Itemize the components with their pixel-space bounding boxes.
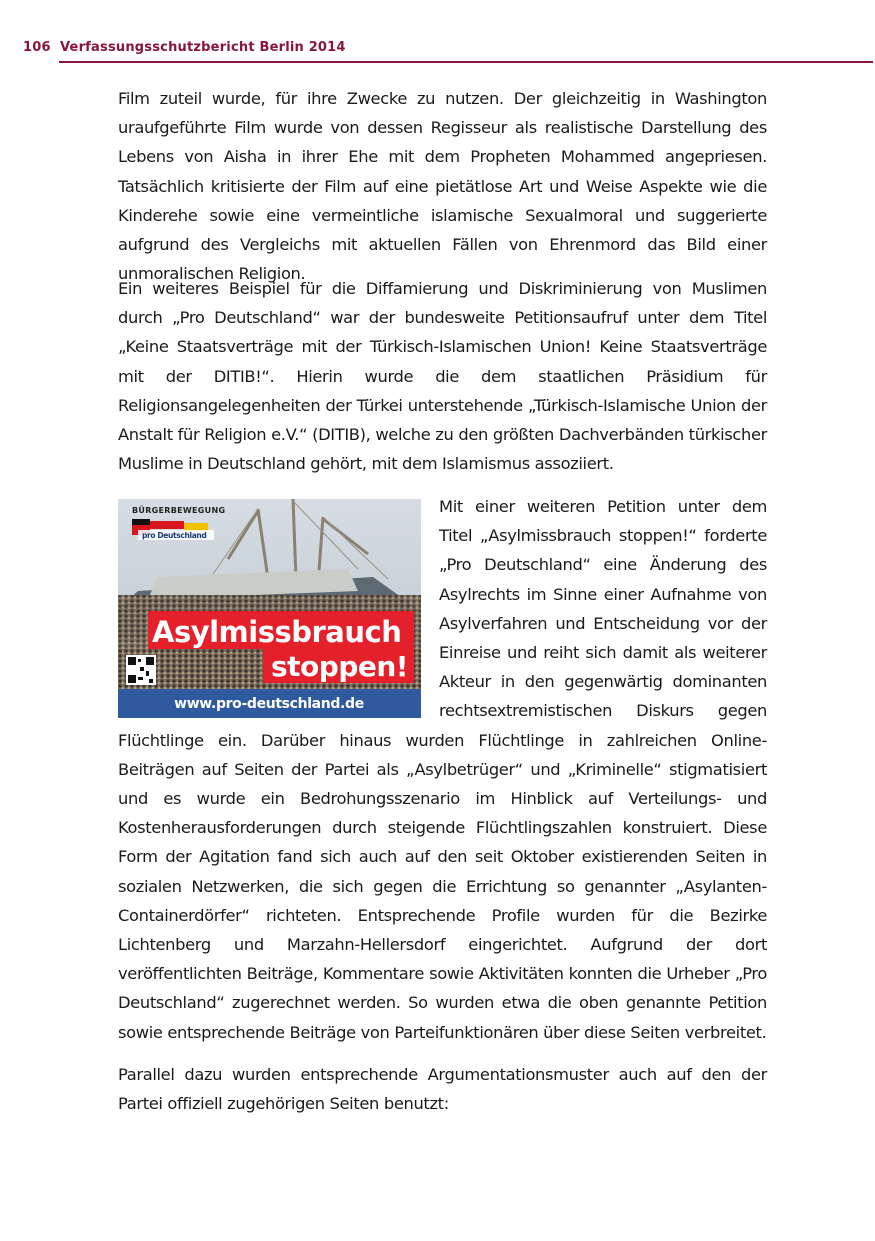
body-paragraph-4 bbox=[118, 1060, 767, 1118]
pro-deutschland-logo bbox=[132, 505, 225, 540]
svg-text:BÜRGERBEWEGUNG: BÜRGERBEWEGUNG bbox=[132, 506, 226, 515]
body-paragraph-2 bbox=[118, 274, 767, 478]
header-rule bbox=[59, 61, 873, 63]
qr-code-icon bbox=[126, 655, 156, 685]
paragraph-text: Ein weiteres Beispiel für die Diffamierung und Diskriminierung von Muslimen durch „Pro Deutschland“ war der bundesweite Petitionsaufruf unter dem Titel „Keine Staatsverträge mit der Türkisch-Islamischen Union! Keine Staatsverträge mit der DITIB!“. Hierin wurde die dem staatlichen Präsidium für Religionsangelegenheiten der Türkei unterstehende „Türkisch-Islamische Union der Anstalt für Religion e.V.“ (DITIB), welche zu den größten Dachverbänden türkischer Muslime in Deutschland gehört, mit dem Islamismus assoziiert. bbox=[118, 279, 767, 474]
body-paragraph-3 bbox=[118, 492, 767, 1047]
page-header bbox=[0, 0, 875, 64]
paragraph-text: Parallel dazu wurden entsprechende Argumentationsmuster auch auf den der Partei offiziell zugehörigen Seiten benutzt: bbox=[118, 1065, 767, 1114]
body-paragraph-1 bbox=[118, 84, 767, 288]
paragraph-text: Mit einer weiteren Petition unter dem Titel „Asylmissbrauch stoppen!“ forderte „Pro Deutschland“ eine Änderung des Asylrechts im Sinne einer Aufnahme von Asylverfahren und Entscheidung vor der Einreise und reiht sich damit als weiterer Akteur in den gegenwärtig dominanten rechtsextremistischen Diskurs gegen Flüchtlinge ein. Darüber hinaus wurden Flüchtlinge in zahlreichen Online-Beiträgen auf Seiten der Partei als „Asylbetrüger“ und „Kriminelle“ stigmatisiert und es wurde ein Bedrohungsszenario im Hinblick auf Verteilungs- und Kostenherausforderungen durch steigende Flüchtlingszahlen konstruiert. Diese Form der Agitation fand sich auch auf den seit Oktober existierenden Seiten in sozialen Netzwerken, die sich gegen die Errichtung so genannter „Asylanten-Containerdörfer“ richteten. Entsprechende Profile wurden für die Bezirke Lichtenberg und Marzahn-Hellersdorf eingerichtet. Aufgrund der dort veröffentlichten Beiträge, Kommentare sowie Aktivitäten konnten die Urheber „Pro Deutschland“ zugerechnet werden. So wurden etwa die oben genannte Petition sowie entsprechende Beiträge von Parteifunktionären über diese Seiten verbreitet. bbox=[118, 497, 767, 1042]
campaign-poster-image bbox=[118, 499, 421, 718]
svg-text:www.pro-deutschland.de: www.pro-deutschland.de bbox=[174, 696, 364, 712]
svg-text:stoppen!: stoppen! bbox=[271, 650, 409, 683]
paragraph-text: Film zuteil wurde, für ihre Zwecke zu nutzen. Der gleichzeitig in Washington uraufgeführte Film wurde von dessen Regisseur als realistische Darstellung des Lebens von Aisha in ihrer Ehe mit dem Propheten Mohammed angepriesen. Tatsächlich kritisierte der Film auf eine pietätlose Art und Weise Aspekte wie die Kinderehe sowie eine vermeintliche islamische Sexualmoral und suggerierte aufgrund des Vergleichs mit aktuellen Fällen von Ehrenmord das Bild einer unmoralischen Religion. bbox=[118, 89, 767, 284]
running-title: Verfassungsschutzbericht Berlin 2014 bbox=[60, 40, 346, 55]
svg-text:pro Deutschland: pro Deutschland bbox=[142, 531, 207, 540]
page-number: 106 bbox=[23, 40, 51, 55]
svg-text:Asylmissbrauch: Asylmissbrauch bbox=[152, 615, 402, 649]
